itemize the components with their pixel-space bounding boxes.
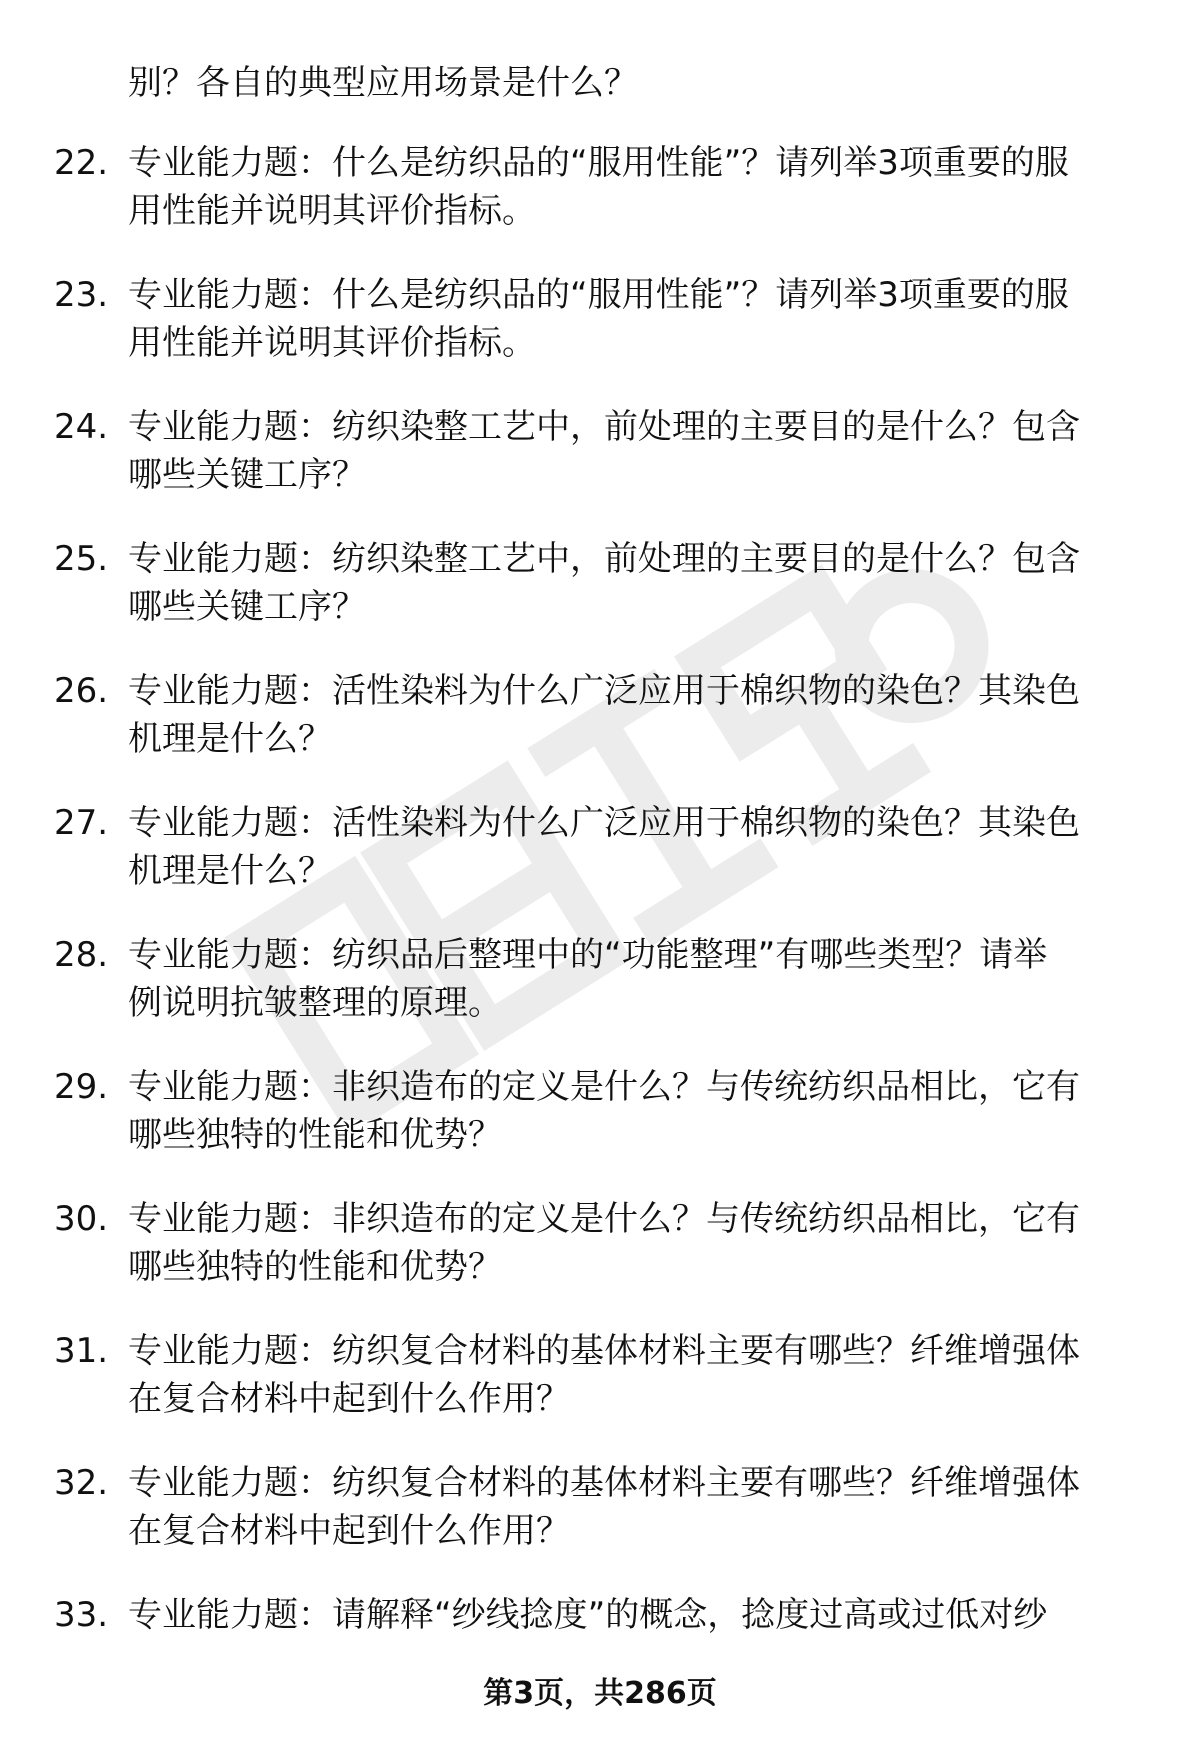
question-item bbox=[0, 1458, 1200, 1590]
question-number: 29. bbox=[54, 1067, 109, 1107]
question-number: 22. bbox=[54, 143, 109, 183]
question-item bbox=[0, 1326, 1200, 1458]
question-item bbox=[0, 534, 1200, 666]
question-number: 30. bbox=[54, 1199, 109, 1239]
question-text-line: 哪些独特的性能和优势？ bbox=[128, 1247, 502, 1287]
question-text-line: 在复合材料中起到什么作用？ bbox=[128, 1379, 570, 1419]
question-text-line: 专业能力题：纺织染整工艺中，前处理的主要目的是什么？包含 bbox=[128, 539, 1080, 579]
question-text-line: 专业能力题：请解释“纱线捻度”的概念，捻度过高或过低对纱 bbox=[128, 1595, 1048, 1635]
question-text-line: 专业能力题：纺织染整工艺中，前处理的主要目的是什么？包含 bbox=[128, 407, 1080, 447]
question-text-line: 哪些关键工序？ bbox=[128, 587, 366, 627]
question-number: 23. bbox=[54, 275, 109, 315]
question-text-line: 专业能力题：什么是纺织品的“服用性能”？请列举3项重要的服 bbox=[128, 275, 1069, 315]
question-text-line: 专业能力题：活性染料为什么广泛应用于棉织物的染色？其染色 bbox=[128, 803, 1080, 843]
question-item bbox=[0, 798, 1200, 930]
question-number: 24. bbox=[54, 407, 109, 447]
question-text-line: 专业能力题：非织造布的定义是什么？与传统纺织品相比，它有 bbox=[128, 1199, 1080, 1239]
question-text-line: 专业能力题：纺织品后整理中的“功能整理”有哪些类型？请举 bbox=[128, 935, 1048, 975]
question-text-line: 哪些独特的性能和优势？ bbox=[128, 1115, 502, 1155]
question-text-line: 专业能力题：活性染料为什么广泛应用于棉织物的染色？其染色 bbox=[128, 671, 1080, 711]
question-item bbox=[0, 666, 1200, 798]
question-text-line: 专业能力题：纺织复合材料的基体材料主要有哪些？纤维增强体 bbox=[128, 1463, 1080, 1503]
question-number: 31. bbox=[54, 1331, 109, 1371]
question-item bbox=[0, 930, 1200, 1062]
question-number: 32. bbox=[54, 1463, 109, 1503]
question-item bbox=[0, 402, 1200, 534]
question-text-line: 专业能力题：什么是纺织品的“服用性能”？请列举3项重要的服 bbox=[128, 143, 1069, 183]
question-number: 25. bbox=[54, 539, 109, 579]
question-number: 33. bbox=[54, 1595, 109, 1635]
question-text-line: 专业能力题：非织造布的定义是什么？与传统纺织品相比，它有 bbox=[128, 1067, 1080, 1107]
page-number-footer: 第3页，共286页 bbox=[483, 1676, 717, 1711]
question-text-line: 专业能力题：纺织复合材料的基体材料主要有哪些？纤维增强体 bbox=[128, 1331, 1080, 1371]
question-number: 26. bbox=[54, 671, 109, 711]
question-text-line: 例说明抗皱整理的原理。 bbox=[128, 983, 502, 1023]
question-number: 27. bbox=[54, 803, 109, 843]
question-text-line: 哪些关键工序？ bbox=[128, 455, 366, 495]
question-text-line: 用性能并说明其评价指标。 bbox=[128, 191, 536, 231]
question-item bbox=[0, 270, 1200, 402]
question-item bbox=[0, 1194, 1200, 1326]
question-number: 28. bbox=[54, 935, 109, 975]
continued-question-text: 别？各自的典型应用场景是什么？ bbox=[128, 63, 638, 103]
question-item bbox=[0, 138, 1200, 270]
question-text-line: 在复合材料中起到什么作用？ bbox=[128, 1511, 570, 1551]
question-text-line: 用性能并说明其评价指标。 bbox=[128, 323, 536, 363]
question-item bbox=[0, 1062, 1200, 1194]
question-text-line: 机理是什么？ bbox=[128, 719, 332, 759]
question-list bbox=[0, 138, 1200, 1722]
question-text-line: 机理是什么？ bbox=[128, 851, 332, 891]
